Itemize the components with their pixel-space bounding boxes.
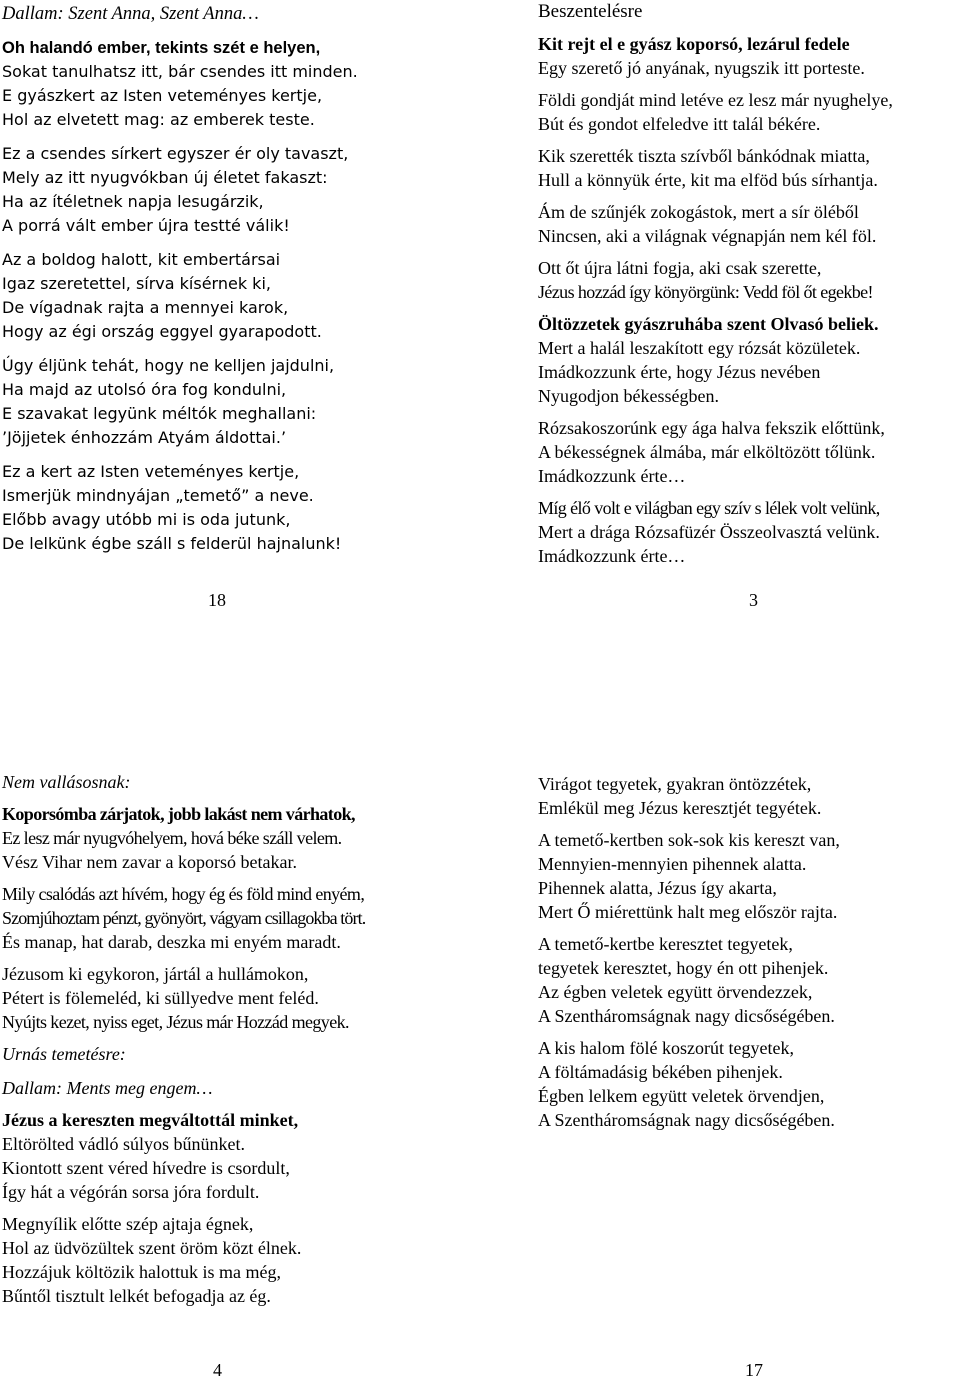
verse-line: Megnyílik előtte szép ajtaja égnek, bbox=[2, 1214, 254, 1234]
verse-line: Imádkozzunk érte, hogy Jézus nevében bbox=[538, 362, 821, 382]
verse-line: Nyugodjon békességben. bbox=[538, 386, 719, 406]
verse-line: Ismerjük mindnyájan „temető” a neve. bbox=[2, 486, 314, 505]
stanza bbox=[2, 962, 442, 1034]
stanza bbox=[2, 354, 422, 450]
verse-line: Hozzájuk költözik halottuk is ma még, bbox=[2, 1262, 281, 1282]
verse-line: Égben lelkem együtt veletek örvendjen, bbox=[538, 1086, 825, 1106]
verse-line: Ez lesz már nyugvóhelyem, hová béke száll velem. bbox=[2, 828, 342, 848]
verse-line: Bűntől tisztult lelkét befogadja az ég. bbox=[2, 1286, 271, 1306]
verse-line: Mert a halál leszakított egy rózsát közületek. bbox=[538, 338, 861, 358]
stanza bbox=[538, 312, 958, 408]
verse-line: A békességnek álmába, már elköltözött tőlünk. bbox=[538, 442, 876, 462]
verse-line: Mely az itt nyugvókban új életet fakaszt: bbox=[2, 168, 328, 187]
page-number: 3 bbox=[749, 590, 758, 610]
verse-line: Míg élő volt e világban egy szív s lélek volt velünk, bbox=[538, 498, 880, 518]
verse-line: Úgy éljünk tehát, hogy ne kelljen jajdulni, bbox=[2, 356, 335, 375]
page-number: 17 bbox=[745, 1360, 763, 1380]
verse-line: Az égben veletek együtt örvendezzek, bbox=[538, 982, 813, 1002]
stanza bbox=[538, 416, 958, 488]
verse-line: Hol az üdvözültek szent öröm közt élnek. bbox=[2, 1238, 302, 1258]
verse-line: Az a boldog halott, kit embertársai bbox=[2, 250, 281, 269]
verse-line: Oh halandó ember, tekints szét e helyen, bbox=[2, 39, 321, 57]
verse-line: Ez a csendes sírkert egyszer ér oly tavaszt, bbox=[2, 144, 349, 163]
verse-line: Koporsómba zárjatok, jobb lakást nem várhatok, bbox=[2, 804, 355, 824]
stanza bbox=[538, 256, 958, 304]
stanza bbox=[538, 932, 958, 1028]
stanza bbox=[2, 882, 442, 954]
verse-line: De vígadnak rajta a mennyei karok, bbox=[2, 298, 289, 317]
verse-line: Hogy az égi ország eggyel gyarapodott. bbox=[2, 322, 322, 341]
verse-line: Eltörölted vádló súlyos bűnünket. bbox=[2, 1134, 245, 1154]
verse-line: Igaz szeretettel, sírva kísérnek ki, bbox=[2, 274, 271, 293]
page-3-column bbox=[538, 0, 958, 578]
verse-line: Mert Ő miérettünk halt meg először rajta. bbox=[538, 902, 838, 922]
verse-line: Jézus hozzád így könyörgünk: Vedd föl őt egekbe! bbox=[538, 282, 873, 302]
verse-line: Kik szerették tiszta szívből bánkódnak miatta, bbox=[538, 146, 870, 166]
stanza bbox=[538, 88, 958, 136]
stanza bbox=[538, 772, 958, 820]
verse-line: Sokat tanulhatsz itt, bár csendes itt minden. bbox=[2, 62, 358, 81]
verse-line: Hol az elvetett mag: az emberek teste. bbox=[2, 110, 315, 129]
verse-line: A Szentháromságnak nagy dicsőségében. bbox=[538, 1006, 835, 1026]
verse-line: Egy szerető jó anyának, nyugszik itt porteste. bbox=[538, 58, 865, 78]
verse-line: A kis halom fölé koszorút tegyetek, bbox=[538, 1038, 794, 1058]
page-17-column bbox=[538, 772, 958, 1142]
verse-line: ’Jöjjetek énhozzám Atyám áldottai.’ bbox=[2, 428, 287, 447]
verse-line: Mert a drága Rózsafüzér Összeolvasztá velünk. bbox=[538, 522, 880, 542]
verse-line: Így hát a végórán sorsa jóra fordult. bbox=[2, 1182, 260, 1202]
page-18-column bbox=[2, 2, 422, 566]
verse-line: Vész Vihar nem zavar a koporsó betakar. bbox=[2, 852, 297, 872]
tune-title: Dallam: Szent Anna, Szent Anna… bbox=[2, 4, 259, 24]
verse-line: Öltözzetek gyászruhába szent Olvasó beliek. bbox=[538, 314, 879, 334]
verse-line: Földi gondját mind letéve ez lesz már nyughelye, bbox=[538, 90, 893, 110]
stanza bbox=[2, 36, 422, 132]
verse-line: Ha majd az utolsó óra fog kondulni, bbox=[2, 380, 287, 399]
stanza bbox=[2, 1108, 442, 1204]
verse-line: Ez a kert az Isten veteményes kertje, bbox=[2, 462, 300, 481]
verse-line: Kiontott szent véred hívedre is csordult, bbox=[2, 1158, 290, 1178]
verse-line: Mily csalódás azt hívém, hogy ég és föld mind enyém, bbox=[2, 884, 365, 904]
page-4-column bbox=[2, 770, 442, 1318]
verse-line: Imádkozzunk érte… bbox=[538, 546, 686, 566]
verse-line: Ám de szűnjék zokogástok, mert a sír öléből bbox=[538, 202, 859, 222]
verse-line: Nincsen, aki a világnak végnapján nem kél föl. bbox=[538, 226, 877, 246]
verse-line: Imádkozzunk érte… bbox=[538, 466, 686, 486]
verse-line: Előbb avagy utóbb mi is oda jutunk, bbox=[2, 510, 291, 529]
verse-line: Mennyien-mennyien pihennek alatta. bbox=[538, 854, 807, 874]
section-heading: Urnás temetésre: bbox=[2, 1044, 126, 1064]
page-number: 4 bbox=[213, 1360, 222, 1380]
tune-title: Dallam: Ments meg engem… bbox=[2, 1078, 213, 1098]
section-heading: Nem vallásosnak: bbox=[2, 772, 131, 792]
verse-line: Ott őt újra látni fogja, aki csak szerette, bbox=[538, 258, 822, 278]
verse-line: De lelkünk égbe száll s felderül hajnalunk! bbox=[2, 534, 342, 553]
verse-line: Emlékül meg Jézus keresztjét tegyétek. bbox=[538, 798, 822, 818]
verse-line: A porrá vált ember újra testté válik! bbox=[2, 216, 290, 235]
verse-line: E szavakat legyünk méltók meghallani: bbox=[2, 404, 317, 423]
verse-line: A temető-kertben sok-sok kis kereszt van, bbox=[538, 830, 840, 850]
verse-line: Bút és gondot elfeledve itt talál békére. bbox=[538, 114, 821, 134]
stanza bbox=[538, 32, 958, 80]
verse-line: Jézusom ki egykoron, jártál a hullámokon, bbox=[2, 964, 309, 984]
stanza bbox=[538, 144, 958, 192]
verse-line: A Szentháromságnak nagy dicsőségében. bbox=[538, 1110, 835, 1130]
verse-line: És manap, hat darab, deszka mi enyém maradt. bbox=[2, 932, 341, 952]
stanza bbox=[538, 200, 958, 248]
section-heading: Beszentelésre bbox=[538, 1, 643, 22]
verse-line: A föltámadásig békében pihenjek. bbox=[538, 1062, 783, 1082]
verse-line: Hull a könnyük érte, kit ma elföd bús sírhantja. bbox=[538, 170, 878, 190]
verse-line: Szomjúhoztam pénzt, gyönyört, vágyam csillagokba tört. bbox=[2, 908, 366, 928]
stanza bbox=[538, 496, 958, 568]
stanza bbox=[2, 142, 422, 238]
stanza bbox=[2, 460, 422, 556]
verse-line: Nyújts kezet, nyiss eget, Jézus már Hozzád megyek. bbox=[2, 1012, 349, 1032]
page-number: 18 bbox=[208, 590, 226, 610]
stanza bbox=[538, 828, 958, 924]
stanza bbox=[538, 1036, 958, 1132]
verse-line: Rózsakoszorúnk egy ága halva fekszik előttünk, bbox=[538, 418, 885, 438]
verse-line: A temető-kertbe keresztet tegyetek, bbox=[538, 934, 793, 954]
stanza bbox=[2, 248, 422, 344]
stanza bbox=[2, 1212, 442, 1308]
verse-line: tegyetek keresztet, hogy én ott pihenjek. bbox=[538, 958, 829, 978]
verse-line: Jézus a kereszten megváltottál minket, bbox=[2, 1110, 299, 1130]
verse-line: E gyászkert az Isten veteményes kertje, bbox=[2, 86, 323, 105]
stanza bbox=[2, 802, 442, 874]
verse-line: Ha az ítéletnek napja lesugárzik, bbox=[2, 192, 264, 211]
verse-line: Pihennek alatta, Jézus így akarta, bbox=[538, 878, 777, 898]
verse-line: Pétert is fölemeléd, ki süllyedve ment feléd. bbox=[2, 988, 319, 1008]
verse-line: Virágot tegyetek, gyakran öntözzétek, bbox=[538, 774, 812, 794]
verse-line: Kit rejt el e gyász koporsó, lezárul fedele bbox=[538, 34, 850, 54]
